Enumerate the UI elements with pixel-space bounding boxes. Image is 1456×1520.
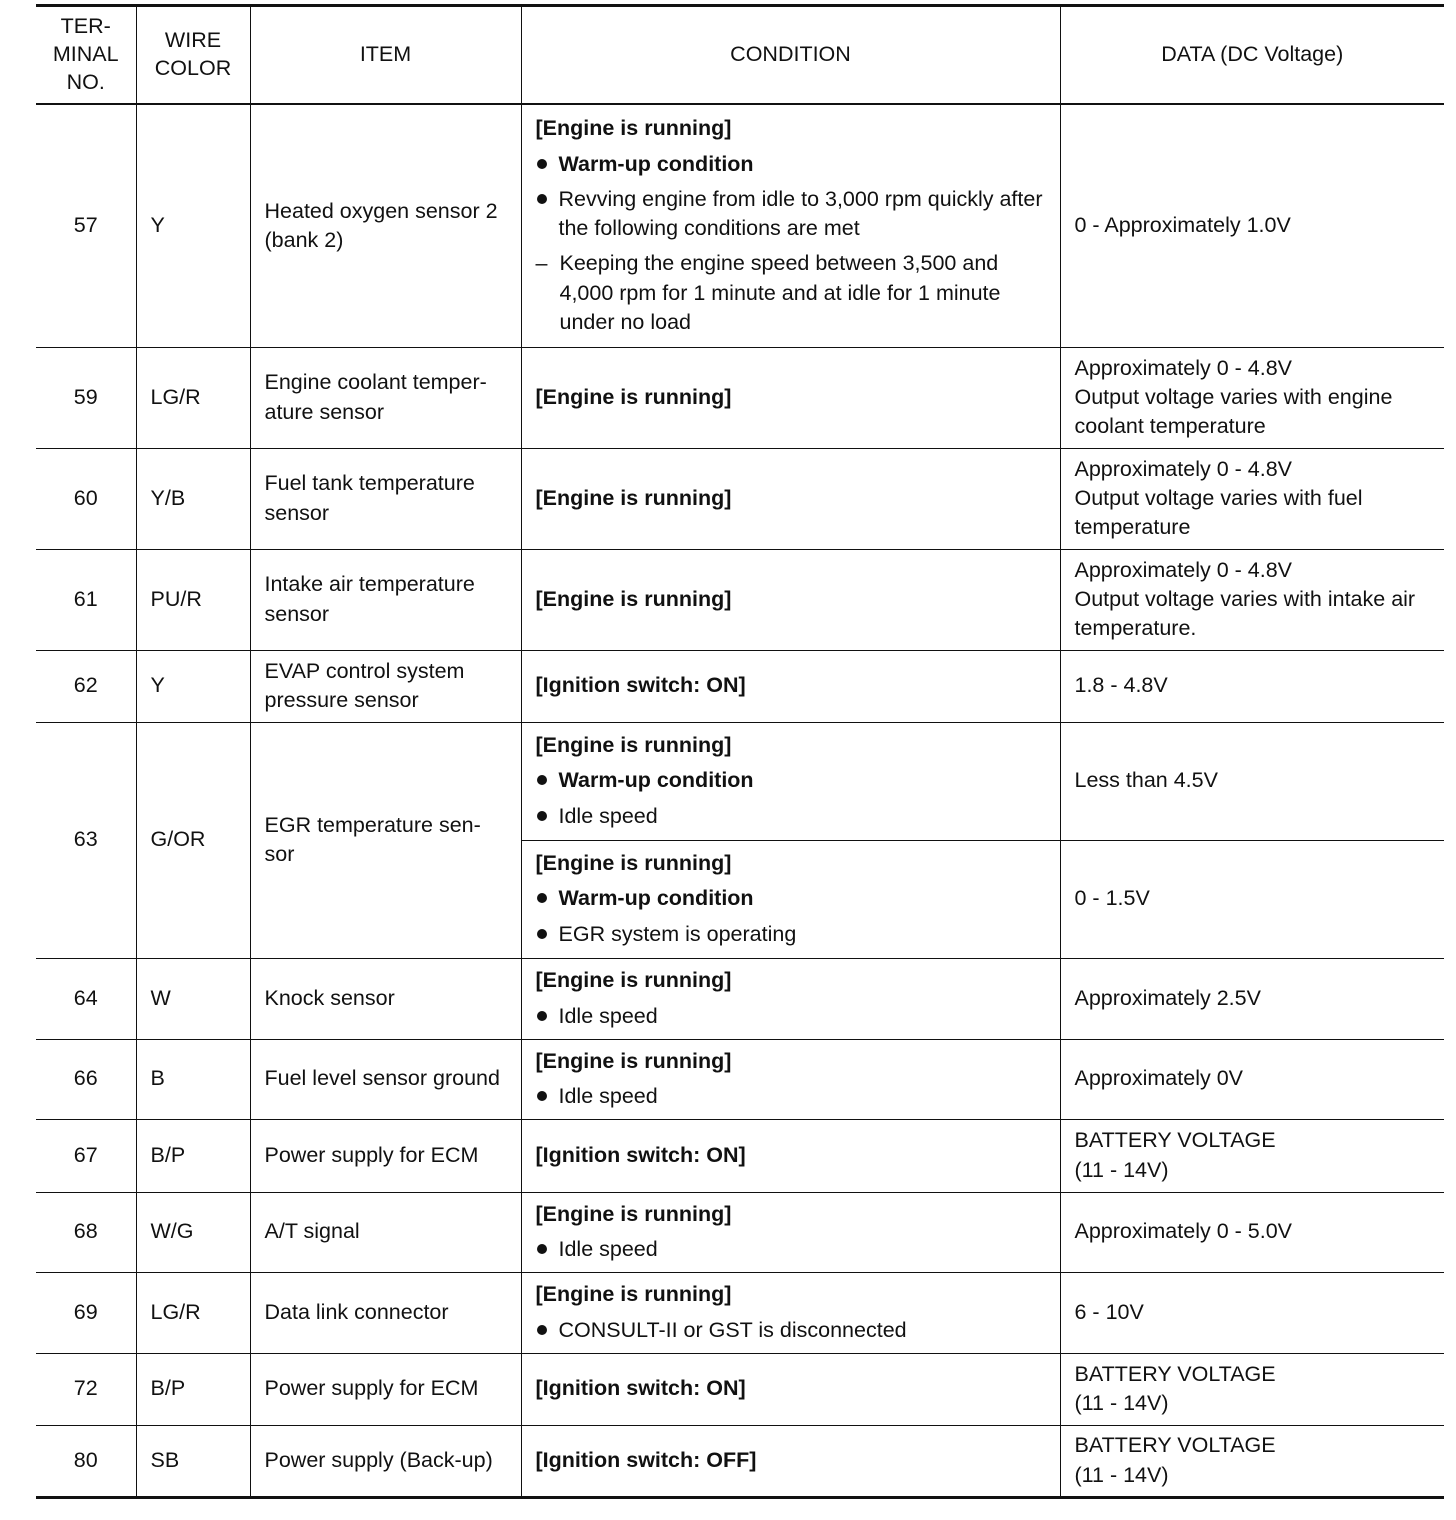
- condition: [521, 958, 1060, 1039]
- terminal-no: 57: [36, 104, 136, 347]
- data-line: Output voltage varies with intake air temperature.: [1074, 586, 1416, 641]
- terminal-no: 72: [36, 1353, 136, 1425]
- terminal-no: 59: [36, 347, 136, 448]
- wire-color: G/OR: [136, 722, 250, 958]
- item: Power supply (Back-up): [250, 1425, 521, 1497]
- item: Data link connector: [250, 1272, 521, 1353]
- table-row: [36, 1353, 1444, 1425]
- data-value: Approximately 0 - 5.0V: [1060, 1192, 1444, 1272]
- condition-bullet: CONSULT-II or GST is disconnected: [558, 1317, 907, 1342]
- bullet-icon: [537, 159, 547, 169]
- data-line: Approximately 0 - 4.8V: [1074, 355, 1292, 380]
- bullet-icon: [537, 811, 547, 821]
- wire-color: Y/B: [136, 448, 250, 549]
- wire-color: B/P: [136, 1119, 250, 1192]
- wire-color: W/G: [136, 1192, 250, 1272]
- condition-heading: [Engine is running]: [535, 1282, 732, 1307]
- item: Fuel tank temperature sensor: [250, 448, 521, 549]
- wire-color: Y: [136, 104, 250, 347]
- wire-color: Y: [136, 650, 250, 722]
- condition: [521, 722, 1060, 840]
- condition: [521, 840, 1060, 958]
- data-value: 0 - 1.5V: [1060, 840, 1444, 958]
- data-value: [1060, 347, 1444, 448]
- data-value: 1.8 - 4.8V: [1060, 650, 1444, 722]
- condition-heading: [Engine is running]: [535, 968, 732, 993]
- wire-color: B: [136, 1039, 250, 1119]
- terminal-no: 60: [36, 448, 136, 549]
- condition-heading: [Engine is running]: [535, 116, 732, 141]
- wire-color: SB: [136, 1425, 250, 1497]
- wire-color: B/P: [136, 1353, 250, 1425]
- bullet-icon: [537, 1011, 547, 1021]
- wire-color: LG/R: [136, 1272, 250, 1353]
- condition: [521, 1039, 1060, 1119]
- wire-color: LG/R: [136, 347, 250, 448]
- condition: [521, 1272, 1060, 1353]
- bullet-icon: [537, 1244, 547, 1254]
- data-value: [1060, 549, 1444, 650]
- terminal-no: 62: [36, 650, 136, 722]
- data-line: Output voltage varies with fuel temperature: [1074, 485, 1363, 540]
- wire-color: W: [136, 958, 250, 1039]
- item: EGR temperature sen-sor: [250, 722, 521, 958]
- condition-bullet: Warm-up condition: [558, 886, 754, 911]
- terminal-no: 68: [36, 1192, 136, 1272]
- item: A/T signal: [250, 1192, 521, 1272]
- data-value: 6 - 10V: [1060, 1272, 1444, 1353]
- data-line: (11 - 14V): [1074, 1157, 1169, 1182]
- bullet-icon: [537, 1091, 547, 1101]
- condition-bullet: Warm-up condition: [558, 151, 754, 176]
- item: EVAP control system pressure sensor: [250, 650, 521, 722]
- condition-bullet: Idle speed: [558, 803, 658, 828]
- bullet-icon: [537, 194, 547, 204]
- table-row: [36, 1039, 1444, 1119]
- table-row: [36, 347, 1444, 448]
- condition-heading: [Engine is running]: [535, 1201, 732, 1226]
- condition: [521, 104, 1060, 347]
- terminal-no: 61: [36, 549, 136, 650]
- item: Heated oxygen sensor 2 (bank 2): [250, 104, 521, 347]
- condition-bullet: Idle speed: [558, 1237, 658, 1261]
- table-row: [36, 650, 1444, 722]
- data-value: Less than 4.5V: [1060, 722, 1444, 840]
- terminal-no: 69: [36, 1272, 136, 1353]
- table-row: [36, 722, 1444, 840]
- condition: [Ignition switch: ON]: [521, 1353, 1060, 1425]
- condition: [Ignition switch: ON]: [521, 1119, 1060, 1192]
- data-value: [1060, 1425, 1444, 1497]
- item: Engine coolant temper-ature sensor: [250, 347, 521, 448]
- data-value: [1060, 448, 1444, 549]
- terminal-no: 63: [36, 722, 136, 958]
- data-line: Output voltage varies with engine coolant temperature: [1074, 384, 1393, 439]
- data-line: (11 - 14V): [1074, 1462, 1169, 1487]
- dash-icon: –: [535, 251, 548, 276]
- condition-bullet: Revving engine from idle to 3,000 rpm quickly after the following conditions are met: [558, 186, 1043, 241]
- condition-sub-bullet: Keeping the engine speed between 3,500 and 4,000 rpm for 1 minute and at idle for 1 minute under no load: [559, 251, 1001, 334]
- table-row: [36, 1425, 1444, 1497]
- data-value: 0 - Approximately 1.0V: [1060, 104, 1444, 347]
- bullet-icon: [537, 929, 547, 939]
- condition: [Engine is running]: [521, 347, 1060, 448]
- data-value: Approximately 0V: [1060, 1039, 1444, 1119]
- item: Intake air temperature sensor: [250, 549, 521, 650]
- condition-bullet: Warm-up condition: [558, 768, 754, 793]
- header-data: DATA (DC Voltage): [1060, 6, 1444, 105]
- data-line: Approximately 0 - 4.8V: [1074, 456, 1292, 481]
- bullet-icon: [537, 1325, 547, 1335]
- header-wire-color: WIRE COLOR: [136, 6, 250, 105]
- condition: [521, 1192, 1060, 1272]
- data-line: BATTERY VOLTAGE: [1074, 1128, 1276, 1153]
- data-value: [1060, 1353, 1444, 1425]
- bullet-icon: [537, 775, 547, 785]
- condition-heading: [Engine is running]: [535, 851, 732, 876]
- table-row: [36, 1192, 1444, 1272]
- header-condition: CONDITION: [521, 6, 1060, 105]
- condition: [Ignition switch: ON]: [521, 650, 1060, 722]
- table-row: [36, 549, 1444, 650]
- terminal-no: 66: [36, 1039, 136, 1119]
- condition: [Ignition switch: OFF]: [521, 1425, 1060, 1497]
- table-row: [36, 958, 1444, 1039]
- header-item: ITEM: [250, 6, 521, 105]
- table-row: [36, 448, 1444, 549]
- terminal-no: 80: [36, 1425, 136, 1497]
- wire-color: PU/R: [136, 549, 250, 650]
- condition-bullet: Idle speed: [558, 1084, 658, 1108]
- item: Power supply for ECM: [250, 1119, 521, 1192]
- condition-heading: [Engine is running]: [535, 1048, 732, 1073]
- header-terminal: TER- MINAL NO.: [36, 6, 136, 105]
- header-row: [36, 6, 1444, 105]
- item: Power supply for ECM: [250, 1353, 521, 1425]
- table-row: [36, 1119, 1444, 1192]
- ecm-terminal-table: [36, 4, 1444, 1499]
- table-row: [36, 1272, 1444, 1353]
- data-line: (11 - 14V): [1074, 1391, 1169, 1415]
- condition-heading: [Engine is running]: [535, 733, 732, 758]
- condition-bullet: EGR system is operating: [558, 921, 797, 946]
- data-value: Approximately 2.5V: [1060, 958, 1444, 1039]
- data-line: BATTERY VOLTAGE: [1074, 1361, 1276, 1386]
- condition: [Engine is running]: [521, 549, 1060, 650]
- data-line: BATTERY VOLTAGE: [1074, 1433, 1276, 1458]
- terminal-no: 67: [36, 1119, 136, 1192]
- bullet-icon: [537, 893, 547, 903]
- data-line: Approximately 0 - 4.8V: [1074, 557, 1292, 582]
- condition-bullet: Idle speed: [558, 1003, 658, 1028]
- terminal-no: 64: [36, 958, 136, 1039]
- condition: [Engine is running]: [521, 448, 1060, 549]
- item: Knock sensor: [250, 958, 521, 1039]
- data-value: [1060, 1119, 1444, 1192]
- table-row: [36, 104, 1444, 347]
- item: Fuel level sensor ground: [250, 1039, 521, 1119]
